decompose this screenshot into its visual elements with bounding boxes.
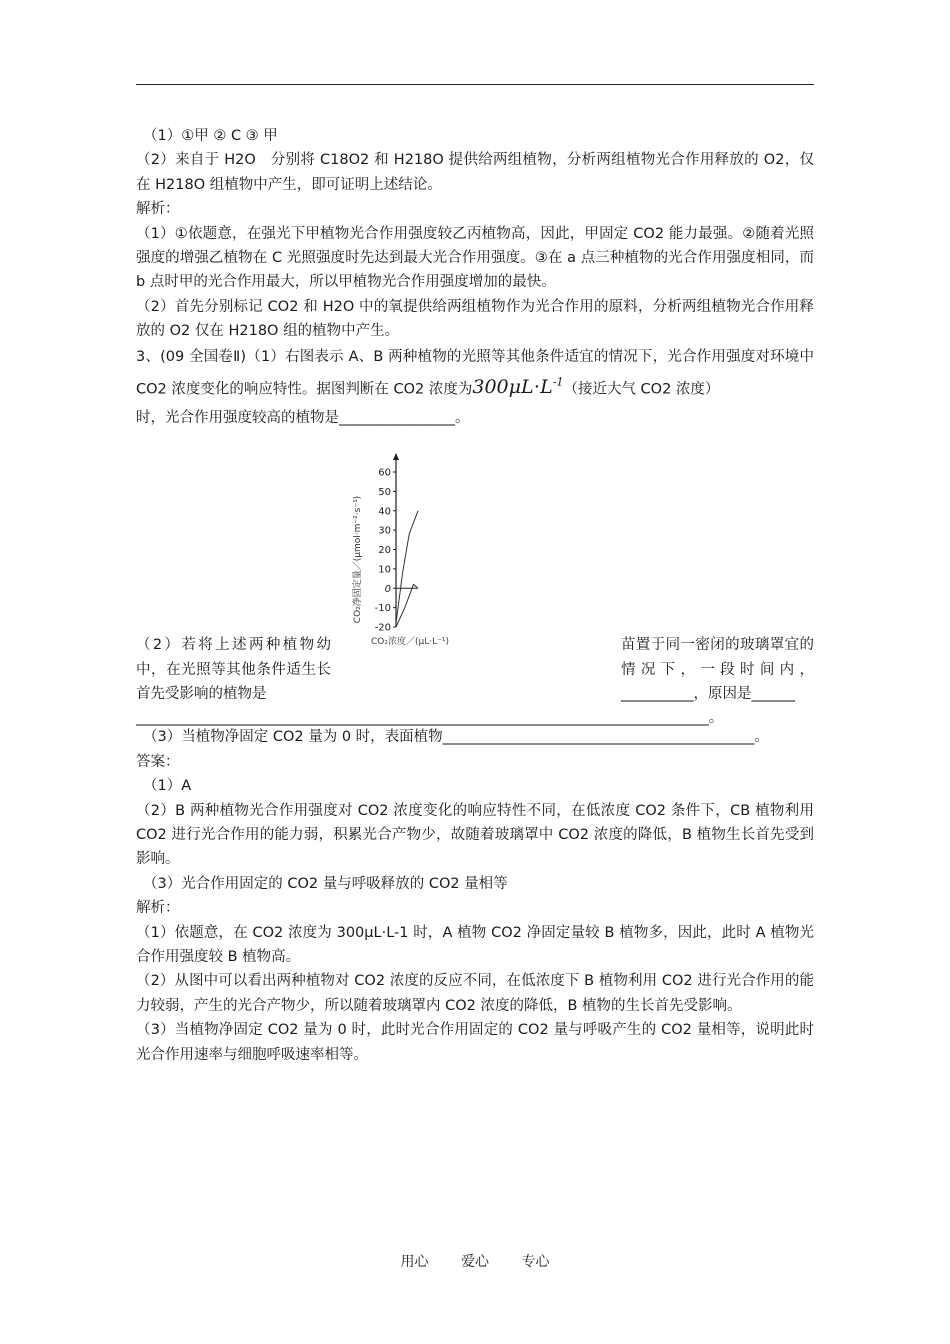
y-tick-label: 10 — [378, 564, 391, 576]
footer-word-3: 专心 — [521, 1254, 550, 1270]
question-2-right: 苗置于同一密闭的玻璃罩宜的情况下，一段时间内，__________，原因是______ — [621, 637, 814, 703]
series-line-0 — [396, 511, 418, 623]
co2-chart — [338, 452, 449, 648]
analysis-2: （2）首先分别标记 CO2 和 H2O 中的氧提供给两组植物作为光合作用的原料，分析两组植物光合作用释放的 O2 仅在 H218O 组的植物中产生。 — [136, 298, 814, 340]
figure-row — [136, 430, 814, 725]
y-tick-label: 50 — [378, 487, 391, 499]
question-2-left: （2）若将上述两种植物幼中，在光照等其他条件适生长首先受影响的植物是 — [136, 637, 331, 703]
question-3-part-3: （3）当植物净固定 CO2 量为 0 时，表面植物___________________________________________。 — [143, 729, 769, 746]
footer-word-1: 用心 — [400, 1254, 429, 1270]
q3-after: （接近大气 CO2 浓度） — [563, 380, 720, 397]
y-tick-label: 40 — [378, 506, 391, 518]
analysis-4: （2）从图中可以看出两种植物对 CO2 浓度的反应不同，在低浓度下 B 植物利用 CO2 进行光合作用的能力较弱，产生的光合产物少，所以随着玻璃罩内 CO2 浓度的降低，B 植物的生长首先受影响。 — [136, 973, 814, 1014]
y-tick-label: 30 — [378, 526, 391, 538]
series-line-1 — [396, 585, 418, 628]
document-body — [136, 124, 814, 1067]
analysis-label: 解析： — [136, 201, 180, 218]
answer-3-3: （3）光合作用固定的 CO2 量与呼吸释放的 CO2 量相等 — [143, 875, 508, 892]
answer-label: 答案： — [136, 753, 180, 770]
answer-3-2: （2）B 两种植物光合作用强度对 CO2 浓度变化的响应特性不同，在低浓度 CO2 条件下，CB 植物利用 CO2 进行光合作用的能力弱，积累光合产物少，故随着玻璃罩中 CO2 浓度的降低，B 植物生长首先受到影响。 — [136, 802, 815, 868]
y-tick-label: 0 — [384, 584, 391, 596]
y-tick-label: -10 — [374, 603, 391, 615]
answer-line-2: （2）来自于 H2O 分别将 C18O2 和 H218O 提供给两组植物，分析两组植物光合作用释放的 O2，仅在 H218O 组植物中产生，即可证明上述结论。 — [136, 152, 814, 193]
x-axis-label: CO₂浓度／(μL·L⁻¹) — [371, 637, 449, 648]
page-footer — [0, 1251, 950, 1271]
question-2-tail: _______________________________________________________________________________。 — [136, 710, 724, 727]
question-3-intro — [136, 344, 814, 402]
header-rule — [136, 84, 814, 85]
analysis-1: （1）①依题意，在强光下甲植物光合作用强度较乙丙植物高，因此，甲固定 CO2 能力最强。②随着光照强度的增强乙植物在 C 光照强度时先达到最大光合作用强度。③在 a 点三种植物的光合作用强度相同，而 b 点时甲的光合作用最大，所以甲植物光合作用强度增加的最快。 — [136, 225, 814, 291]
analysis-3: （1）依题意，在 CO2 浓度为 300μL·L-1 时，A 植物 CO2 净固定量较 B 植物多，因此，此时 A 植物光合作用强度较 B 植物高。 — [136, 924, 814, 966]
analysis-5: （3）当植物净固定 CO2 量为 0 时，此时光合作用固定的 CO2 量与呼吸产生的 CO2 量相等，说明此时光合作用速率与细胞呼吸速率相等。 — [136, 1022, 814, 1063]
y-tick-label: 60 — [378, 467, 391, 479]
y-axis-label: CO₂净固定量／(μmol·m⁻²·s⁻¹) — [353, 496, 363, 624]
y-tick-label: -20 — [374, 622, 391, 634]
q3-text: 3、(09 全国卷Ⅱ)（1）右图表示 A、B 两种植物的光照等其他条件适宜的情况下，光合作用强度对环境中 CO2 浓度变化的响应特性。据图判断在 CO2 浓度为 — [136, 348, 814, 397]
answer-line-1: （1）①甲 ② C ③ 甲 — [143, 128, 278, 144]
analysis-label-2: 解析： — [136, 900, 180, 917]
question-3-end: 时，光合作用强度较高的植物是________________。 — [136, 409, 470, 426]
y-tick-label: 20 — [378, 545, 391, 557]
answer-3-1: （1）A — [143, 778, 192, 795]
q3-formula: $300\mu L\cdot L^{-1}$ — [472, 375, 564, 398]
footer-word-2: 爱心 — [461, 1254, 489, 1270]
y-axis-arrow — [393, 453, 399, 460]
